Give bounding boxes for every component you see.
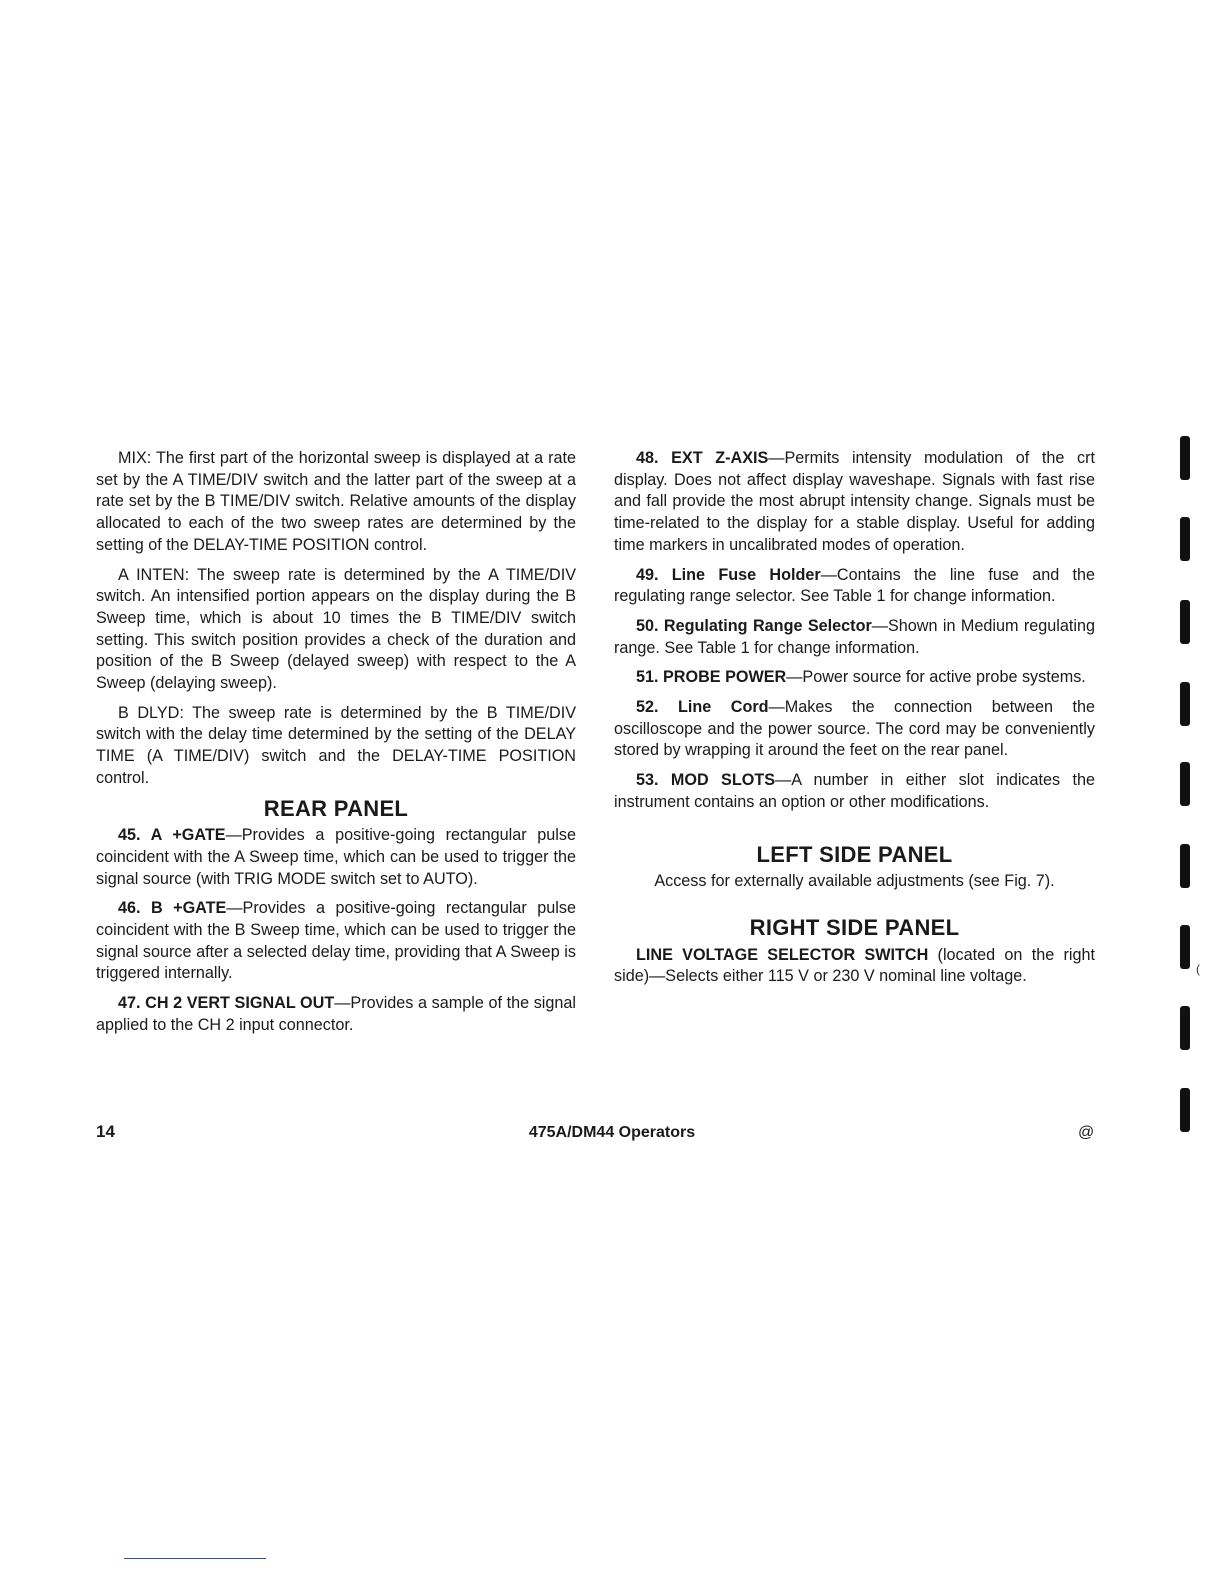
item-45-text: —Provides a positive-going rectangular pulse coincident with the A Sweep time, which can be used to trigger the signal source (with TRIG MODE switch set to AUTO). — [96, 826, 576, 888]
item-52-label: 52. Line Cord — [636, 698, 769, 717]
item-50 — [614, 616, 1095, 659]
line-voltage-selector-label: LINE VOLTAGE SELECTOR SWITCH — [636, 945, 929, 964]
item-49-label: 49. Line Fuse Holder — [636, 565, 821, 584]
right-column — [614, 448, 1095, 996]
item-46-text: —Provides a positive-going rectangular pulse coincident with the B Sweep time, which can be used to trigger the signal source after a selected delay time, providing that A Sweep is triggered internally. — [96, 899, 576, 983]
binding-mark-5 — [1180, 762, 1190, 806]
item-53 — [614, 770, 1095, 813]
right-side-panel-paragraph — [614, 945, 1095, 988]
item-46-label: 46. B +GATE — [118, 899, 227, 918]
item-50-label: 50. Regulating Range Selector — [636, 616, 872, 635]
item-48-label: 48. EXT Z-AXIS — [636, 449, 769, 467]
left-column — [96, 448, 576, 1045]
item-48 — [614, 448, 1095, 557]
item-48-text: —Permits intensity modulation of the crt display. Does not affect display waveshape. Signals with fast rise and fall provide the most abrupt intensity change. Signals must be time-related to the display for a stable display. Useful for adding time markers in uncalibrated modes of operation. — [614, 449, 1095, 554]
binding-mark-9 — [1180, 1088, 1190, 1132]
item-51-text: —Power source for active probe systems. — [786, 668, 1086, 687]
item-49 — [614, 565, 1095, 608]
item-51 — [614, 667, 1095, 689]
left-side-panel-text: Access for externally available adjustments (see Fig. 7). — [654, 872, 1055, 891]
b-dlyd-paragraph: B DLYD: The sweep rate is determined by the B TIME/DIV switch with the delay time determined by the setting of the DELAY TIME (A TIME/DIV) switch and the DELAY-TIME POSITION control. — [96, 703, 576, 787]
rear-panel-heading: REAR PANEL — [263, 795, 409, 821]
item-52-text: —Makes the connection between the oscilloscope and the power source. The cord may be conveniently stored by wrapping it around the feet on the rear panel. — [614, 698, 1095, 760]
item-47-text: —Provides a sample of the signal applied to the CH 2 input connector. — [96, 994, 576, 1034]
item-52 — [614, 697, 1095, 762]
item-45 — [96, 825, 576, 890]
line-voltage-selector-text: (located on the right side)—Selects either 115 V or 230 V nominal line voltage. — [614, 945, 1096, 986]
item-51-label: 51. PROBE POWER — [636, 668, 787, 687]
item-49-text: —Contains the line fuse and the regulating range selector. See Table 1 for change information. — [614, 565, 1095, 606]
item-53-text: —A number in either slot indicates the instrument contains an option or other modifications. — [614, 771, 1095, 811]
item-53-label: 53. MOD SLOTS — [636, 771, 776, 790]
bottom-rule — [124, 1558, 266, 1559]
footer-title: 475A/DM44 Operators — [528, 1124, 696, 1141]
a-inten-paragraph: A INTEN: The sweep rate is determined by the A TIME/DIV switch. An intensified portion appears on the display during the B Sweep time, which is about 10 times the B TIME/DIV switch setting. This switch position provides a check of the duration and position of the B Sweep (delayed sweep) with respect to the A Sweep (delaying sweep). — [96, 565, 576, 693]
mix-paragraph: MIX: The first part of the horizontal sweep is displayed at a rate set by the A TIME/DIV switch and the latter part of the sweep at a rate set by the B TIME/DIV switch. Relative amounts of the display allocated to each of the two sweep rates are determined by the setting of the DELAY-TIME POSITION control. — [96, 449, 576, 554]
right-side-panel-heading: RIGHT SIDE PANEL — [749, 914, 960, 940]
binding-mark-8 — [1180, 1006, 1190, 1050]
item-47 — [96, 993, 576, 1036]
item-47-label: 47. CH 2 VERT SIGNAL OUT — [118, 994, 335, 1013]
binding-mark-1 — [1180, 436, 1190, 480]
binding-mark-4 — [1180, 682, 1190, 726]
page-number: 14 — [96, 1122, 115, 1141]
binding-mark-2 — [1180, 517, 1190, 561]
item-50-text: —Shown in Medium regulating range. See Table 1 for change information. — [614, 616, 1095, 657]
item-45-label: 45. A +GATE — [118, 826, 226, 845]
item-46 — [96, 898, 576, 985]
stray-mark: ( — [1196, 962, 1200, 976]
binding-mark-7 — [1180, 925, 1190, 969]
left-side-panel-heading: LEFT SIDE PANEL — [756, 841, 953, 867]
binding-mark-3 — [1180, 600, 1190, 644]
binding-mark-6 — [1180, 844, 1190, 888]
footer-mark: @ — [1078, 1124, 1095, 1141]
